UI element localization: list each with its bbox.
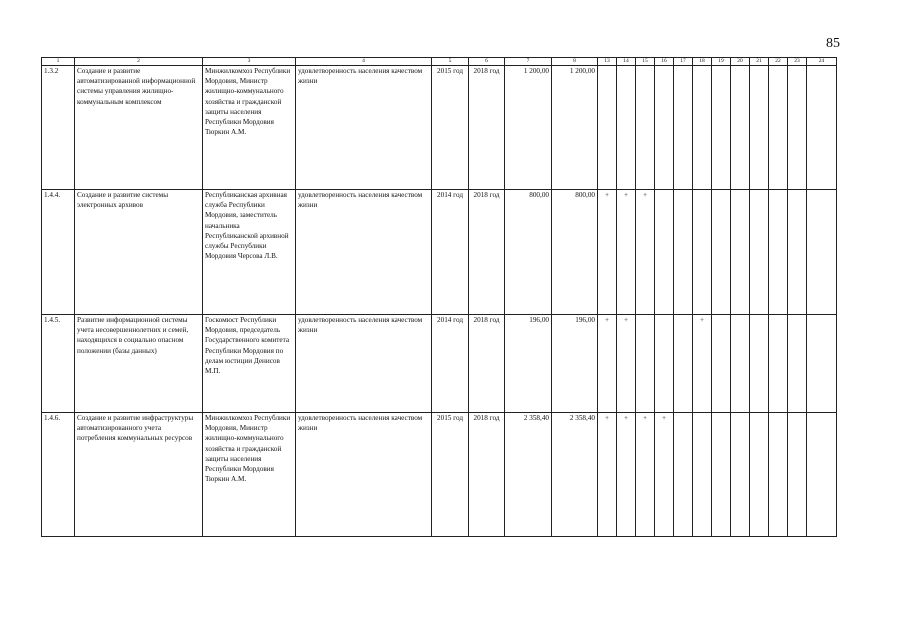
amount-col7: 1 200,00 <box>505 66 552 190</box>
end-year: 2018 год <box>469 413 505 537</box>
mark-cell <box>731 190 750 315</box>
mark-cell: + <box>598 190 617 315</box>
col-header: 23 <box>788 58 807 66</box>
col-header: 21 <box>750 58 769 66</box>
mark-cell <box>731 315 750 413</box>
start-year: 2014 год <box>432 190 469 315</box>
mark-cell: + <box>636 190 655 315</box>
mark-cell: + <box>617 315 636 413</box>
col-header: 8 <box>552 58 598 66</box>
executor: Минжилкомхоз Республики Мордовия, Министр жилищно-коммунального хозяйства и гражданской защиты населения Республики Мордовия Тюркин А.М. <box>203 66 296 190</box>
col-header: 18 <box>693 58 712 66</box>
start-year: 2015 год <box>432 66 469 190</box>
col-header: 16 <box>655 58 674 66</box>
mark-cell: + <box>617 413 636 537</box>
mark-cell: + <box>617 190 636 315</box>
col-header: 3 <box>203 58 296 66</box>
table-row <box>42 66 837 190</box>
indicator: удовлетворенность населения качеством жизни <box>296 190 432 315</box>
mark-cell <box>617 66 636 190</box>
table-row <box>42 315 837 413</box>
mark-cell <box>750 66 769 190</box>
table-row <box>42 413 837 537</box>
indicator: удовлетворенность населения качеством жизни <box>296 413 432 537</box>
measure-name: Создание и развитие инфраструктуры автоматизированного учета потребления коммунальных ресурсов <box>75 413 203 537</box>
mark-cell <box>769 190 788 315</box>
mark-cell <box>750 315 769 413</box>
amount-col8: 2 358,40 <box>552 413 598 537</box>
mark-cell: + <box>693 315 712 413</box>
mark-cell <box>769 315 788 413</box>
mark-cell <box>788 315 807 413</box>
mark-cell <box>807 315 837 413</box>
mark-cell <box>788 190 807 315</box>
amount-col7: 800,00 <box>505 190 552 315</box>
col-header: 7 <box>505 58 552 66</box>
executor: Госкомюст Республики Мордовия, председатель Государственного комитета Республики Мордовия по делам юстиции Денисов М.П. <box>203 315 296 413</box>
mark-cell: + <box>655 413 674 537</box>
table-row <box>42 190 837 315</box>
col-header: 2 <box>75 58 203 66</box>
mark-cell <box>807 66 837 190</box>
measure-name: Создание и развитие системы электронных архивов <box>75 190 203 315</box>
col-header: 1 <box>42 58 75 66</box>
mark-cell <box>807 190 837 315</box>
indicator: удовлетворенность населения качеством жизни <box>296 66 432 190</box>
row-number: 1.4.6. <box>42 413 75 537</box>
start-year: 2014 год <box>432 315 469 413</box>
measure-name: Развитие информационной системы учета несовершеннолетних и семей, находящихся в социально опасном положении (базы данных) <box>75 315 203 413</box>
mark-cell: + <box>598 315 617 413</box>
col-header: 4 <box>296 58 432 66</box>
col-header: 20 <box>731 58 750 66</box>
col-header: 6 <box>469 58 505 66</box>
plan-table <box>41 57 837 537</box>
mark-cell: + <box>598 413 617 537</box>
mark-cell <box>712 413 731 537</box>
mark-cell <box>636 315 655 413</box>
col-header: 24 <box>807 58 837 66</box>
mark-cell <box>674 190 693 315</box>
header-row <box>42 58 837 66</box>
mark-cell <box>655 66 674 190</box>
amount-col8: 196,00 <box>552 315 598 413</box>
end-year: 2018 год <box>469 190 505 315</box>
mark-cell <box>674 66 693 190</box>
mark-cell <box>769 413 788 537</box>
col-header: 13 <box>598 58 617 66</box>
amount-col8: 1 200,00 <box>552 66 598 190</box>
mark-cell <box>693 66 712 190</box>
row-number: 1.4.5. <box>42 315 75 413</box>
mark-cell <box>712 190 731 315</box>
row-number: 1.4.4. <box>42 190 75 315</box>
col-header: 5 <box>432 58 469 66</box>
mark-cell <box>750 190 769 315</box>
mark-cell <box>807 413 837 537</box>
measure-name: Создание и развитие автоматизированной информационной системы управления жилищно-коммунальным комплексом <box>75 66 203 190</box>
amount-col7: 196,00 <box>505 315 552 413</box>
row-number: 1.3.2 <box>42 66 75 190</box>
mark-cell <box>674 413 693 537</box>
indicator: удовлетворенность населения качеством жизни <box>296 315 432 413</box>
executor: Минжилкомхоз Республики Мордовия, Министр жилищно-коммунального хозяйства и гражданской защиты населения Республики Мордовия Тюркин А.М. <box>203 413 296 537</box>
page-number: 85 <box>826 36 840 51</box>
mark-cell <box>731 66 750 190</box>
mark-cell <box>712 66 731 190</box>
mark-cell <box>598 66 617 190</box>
mark-cell <box>693 190 712 315</box>
mark-cell <box>750 413 769 537</box>
end-year: 2018 год <box>469 66 505 190</box>
amount-col7: 2 358,40 <box>505 413 552 537</box>
end-year: 2018 год <box>469 315 505 413</box>
col-header: 15 <box>636 58 655 66</box>
col-header: 14 <box>617 58 636 66</box>
col-header: 22 <box>769 58 788 66</box>
start-year: 2015 год <box>432 413 469 537</box>
mark-cell <box>693 413 712 537</box>
mark-cell <box>731 413 750 537</box>
mark-cell <box>788 66 807 190</box>
mark-cell: + <box>636 413 655 537</box>
amount-col8: 800,00 <box>552 190 598 315</box>
mark-cell <box>655 315 674 413</box>
col-header: 19 <box>712 58 731 66</box>
mark-cell <box>655 190 674 315</box>
mark-cell <box>788 413 807 537</box>
mark-cell <box>769 66 788 190</box>
mark-cell <box>712 315 731 413</box>
executor: Республиканская архивная служба Республики Мордовия, заместитель начальника Республиканской архивной службы Республики Мордовия Черсова Л.В. <box>203 190 296 315</box>
mark-cell <box>674 315 693 413</box>
col-header: 17 <box>674 58 693 66</box>
mark-cell <box>636 66 655 190</box>
